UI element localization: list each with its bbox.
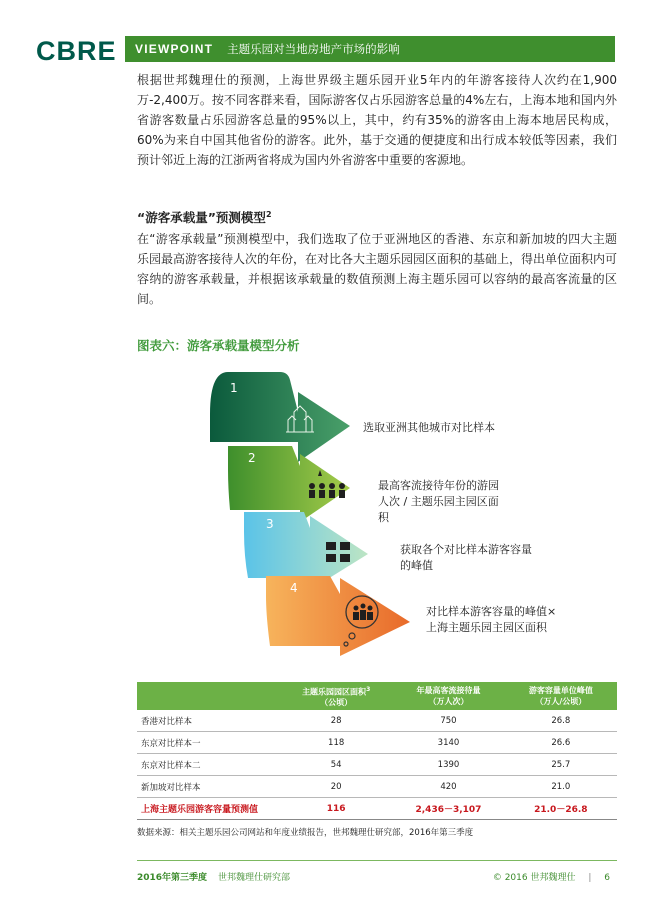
section-title-text: “游客承载量”预测模型 bbox=[137, 210, 266, 225]
table-cell: 东京对比样本一 bbox=[137, 732, 280, 754]
table-cell: 26.6 bbox=[505, 732, 617, 754]
table-cell: 54 bbox=[280, 754, 392, 776]
viewpoint-label: VIEWPOINT bbox=[135, 42, 214, 56]
step-4-number: 4 bbox=[290, 581, 298, 595]
step-2-number: 2 bbox=[248, 451, 256, 465]
table-cell: 118 bbox=[280, 732, 392, 754]
table-row-forecast bbox=[137, 798, 617, 820]
step-2-label: 最高客流接待年份的游园人次 / 主题乐园主园区面积 bbox=[378, 479, 499, 524]
cbre-logo: CBRE bbox=[36, 36, 117, 66]
table-header-blank bbox=[137, 682, 280, 710]
data-source-note: 数据来源：相关主题乐园公司网站和年度业绩报告，世邦魏理仕研究部，2016年第三季度 bbox=[137, 828, 474, 838]
table-header-area: 主题乐园园区面积$^3$ （公顷） bbox=[280, 682, 392, 710]
figure-title: 图表六：游客承载量模型分析 bbox=[137, 338, 300, 353]
step-1-label: 选取亚洲其他城市对比样本 bbox=[363, 421, 495, 434]
section-footnote-mark: 2 bbox=[265, 209, 272, 219]
paragraph-forecast: 根据世邦魏理仕的预测，上海世界级主题乐园开业5年内的年游客接待人次约在1,900万-2,400万。按不同客群来看，国际游客仅占乐园游客总量的4%左右，上海本地和国内外省游客数量占乐园游客总量的95%以上，其中，约有35%的游客由上海本地居民构成，60%为来自中国其他省份的游客。此外，基于交通的便捷度和出行成本较低等因素，我们预计邻近上海的江浙两省将成为国内外省游客中重要的客源地。 bbox=[137, 73, 617, 167]
footer-copyright: © 2016 世邦魏理仕 bbox=[492, 873, 576, 883]
table-row bbox=[137, 732, 617, 754]
table-row bbox=[137, 754, 617, 776]
table-cell: 116 bbox=[280, 798, 392, 820]
table-row bbox=[137, 776, 617, 798]
table-cell: 420 bbox=[392, 776, 504, 798]
step-4-arrow bbox=[266, 576, 410, 656]
table-cell: 香港对比样本 bbox=[137, 710, 280, 732]
table-cell: 26.8 bbox=[505, 710, 617, 732]
table-cell: 上海主题乐园游客容量预测值 bbox=[137, 798, 280, 820]
header-banner bbox=[125, 36, 615, 62]
section-title bbox=[137, 208, 272, 226]
footer-separator: | bbox=[588, 873, 592, 883]
table-cell: 3140 bbox=[392, 732, 504, 754]
footer-dept: 世邦魏理仕研究部 bbox=[217, 873, 290, 883]
footer-divider bbox=[137, 860, 617, 861]
table-cell: 750 bbox=[392, 710, 504, 732]
footer-left bbox=[137, 870, 290, 883]
capacity-model-diagram bbox=[200, 366, 630, 656]
table-cell: 25.7 bbox=[505, 754, 617, 776]
table-header-visitors: 年最高客流接待量 （万人次） bbox=[392, 682, 504, 710]
table-row bbox=[137, 710, 617, 732]
table-header-density: 游客容量单位峰值 （万人/公顷） bbox=[505, 682, 617, 710]
table-cell: 2,436－3,107 bbox=[392, 798, 504, 820]
table-cell: 21.0－26.8 bbox=[505, 798, 617, 820]
table-header-row bbox=[137, 682, 617, 710]
step-1-number: 1 bbox=[230, 381, 238, 395]
table-cell: 28 bbox=[280, 710, 392, 732]
paragraph-model: 在“游客承载量”预测模型中，我们选取了位于亚洲地区的香港、东京和新加坡的四大主题乐园最高游客接待人次的年份，在对比各大主题乐园园区面积的基础上，得出单位面积内可容纳的游客承载量，并根据该承载量的数值预测上海主题乐园可以容纳的最高客流量的区间。 bbox=[137, 232, 618, 306]
step-4-label: 对比样本游客容量的峰值×上海主题乐园主园区面积 bbox=[426, 605, 557, 634]
table-cell: 东京对比样本二 bbox=[137, 754, 280, 776]
table-cell: 20 bbox=[280, 776, 392, 798]
table-cell: 新加坡对比样本 bbox=[137, 776, 280, 798]
table-cell: 1390 bbox=[392, 754, 504, 776]
footer-period: 2016年第三季度 bbox=[137, 873, 208, 883]
step-3-label: 获取各个对比样本游客容量的峰值 bbox=[400, 543, 532, 572]
step-3-number: 3 bbox=[266, 517, 274, 531]
page-number: 6 bbox=[604, 873, 610, 883]
capacity-table bbox=[137, 682, 617, 820]
footer-right bbox=[493, 870, 610, 883]
table-cell: 21.0 bbox=[505, 776, 617, 798]
header-subtitle: 主题乐园对当地房地产市场的影响 bbox=[227, 42, 400, 56]
